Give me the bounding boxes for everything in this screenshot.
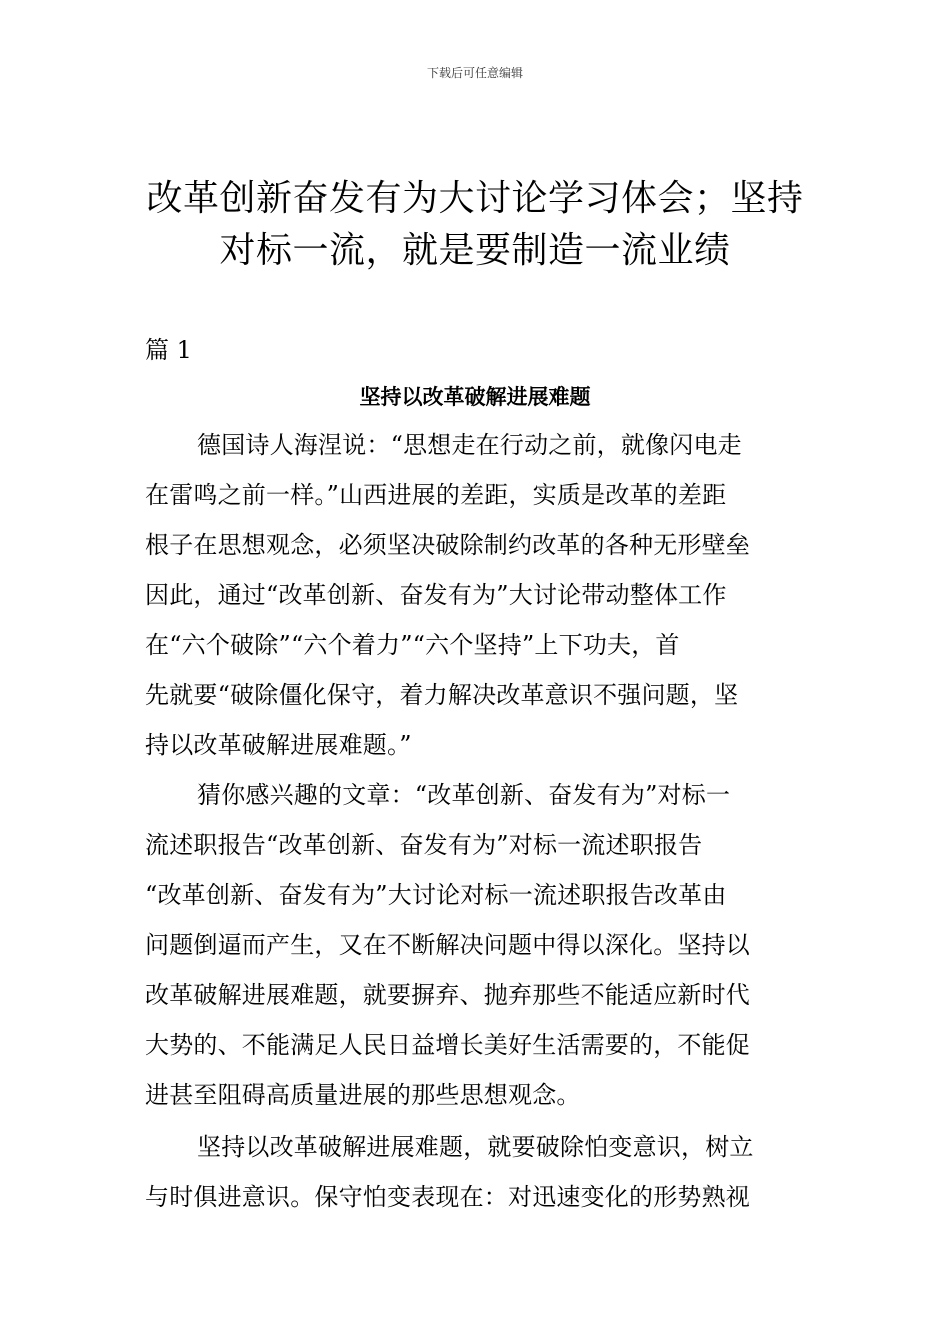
body-line: 因此，通过“改革创新、奋发有为”大讨论带动整体工作 [145, 581, 727, 609]
body-line: 在雷鸣之前一样。”山西进展的差距，实质是改革的差距 [145, 481, 727, 509]
title-line-2: 对标一流，就是要制造一流业绩 [219, 230, 731, 271]
body-line: 坚持以改革破解进展难题，就要破除怕变意识，树立 [197, 1133, 754, 1161]
body-line: 问题倒逼而产生，又在不断解决问题中得以深化。坚持以 [145, 931, 750, 959]
body-line: 大势的、不能满足人民日益增长美好生活需要的，不能促 [145, 1031, 750, 1059]
section-subtitle: 坚持以改革破解进展难题 [359, 385, 591, 409]
document-title [0, 173, 950, 277]
body-line: 与时俱进意识。保守怕变表现在：对迅速变化的形势熟视 [145, 1183, 750, 1211]
body-line: 进甚至阻碍高质量进展的那些思想观念。 [145, 1081, 581, 1109]
body-line: 改革破解进展难题，就要摒弃、抛弃那些不能适应新时代 [145, 981, 750, 1009]
body-line: 在“六个破除”“六个着力”“六个坚持”上下功夫，首 [145, 631, 680, 659]
body-line: 猜你感兴趣的文章：“改革创新、奋发有为”对标一 [197, 781, 731, 809]
title-line-1: 改革创新奋发有为大讨论学习体会；坚持 [146, 178, 804, 219]
body-line: 先就要“破除僵化保守，着力解决改革意识不强问题，坚 [145, 681, 739, 709]
body-line: 流述职报告“改革创新、奋发有为”对标一流述职报告 [145, 831, 703, 859]
body-line: “改革创新、奋发有为”大讨论对标一流述职报告改革由 [145, 881, 727, 909]
section-number: 篇 1 [145, 336, 192, 364]
body-line: 持以改革破解进展难题。” [145, 731, 412, 759]
body-line: 德国诗人海涅说：“思想走在行动之前，就像闪电走 [197, 431, 742, 459]
header-note: 下载后可任意编辑 [426, 66, 523, 80]
body-line: 根子在思想观念，必须坚决破除制约改革的各种无形壁垒 [145, 531, 750, 559]
